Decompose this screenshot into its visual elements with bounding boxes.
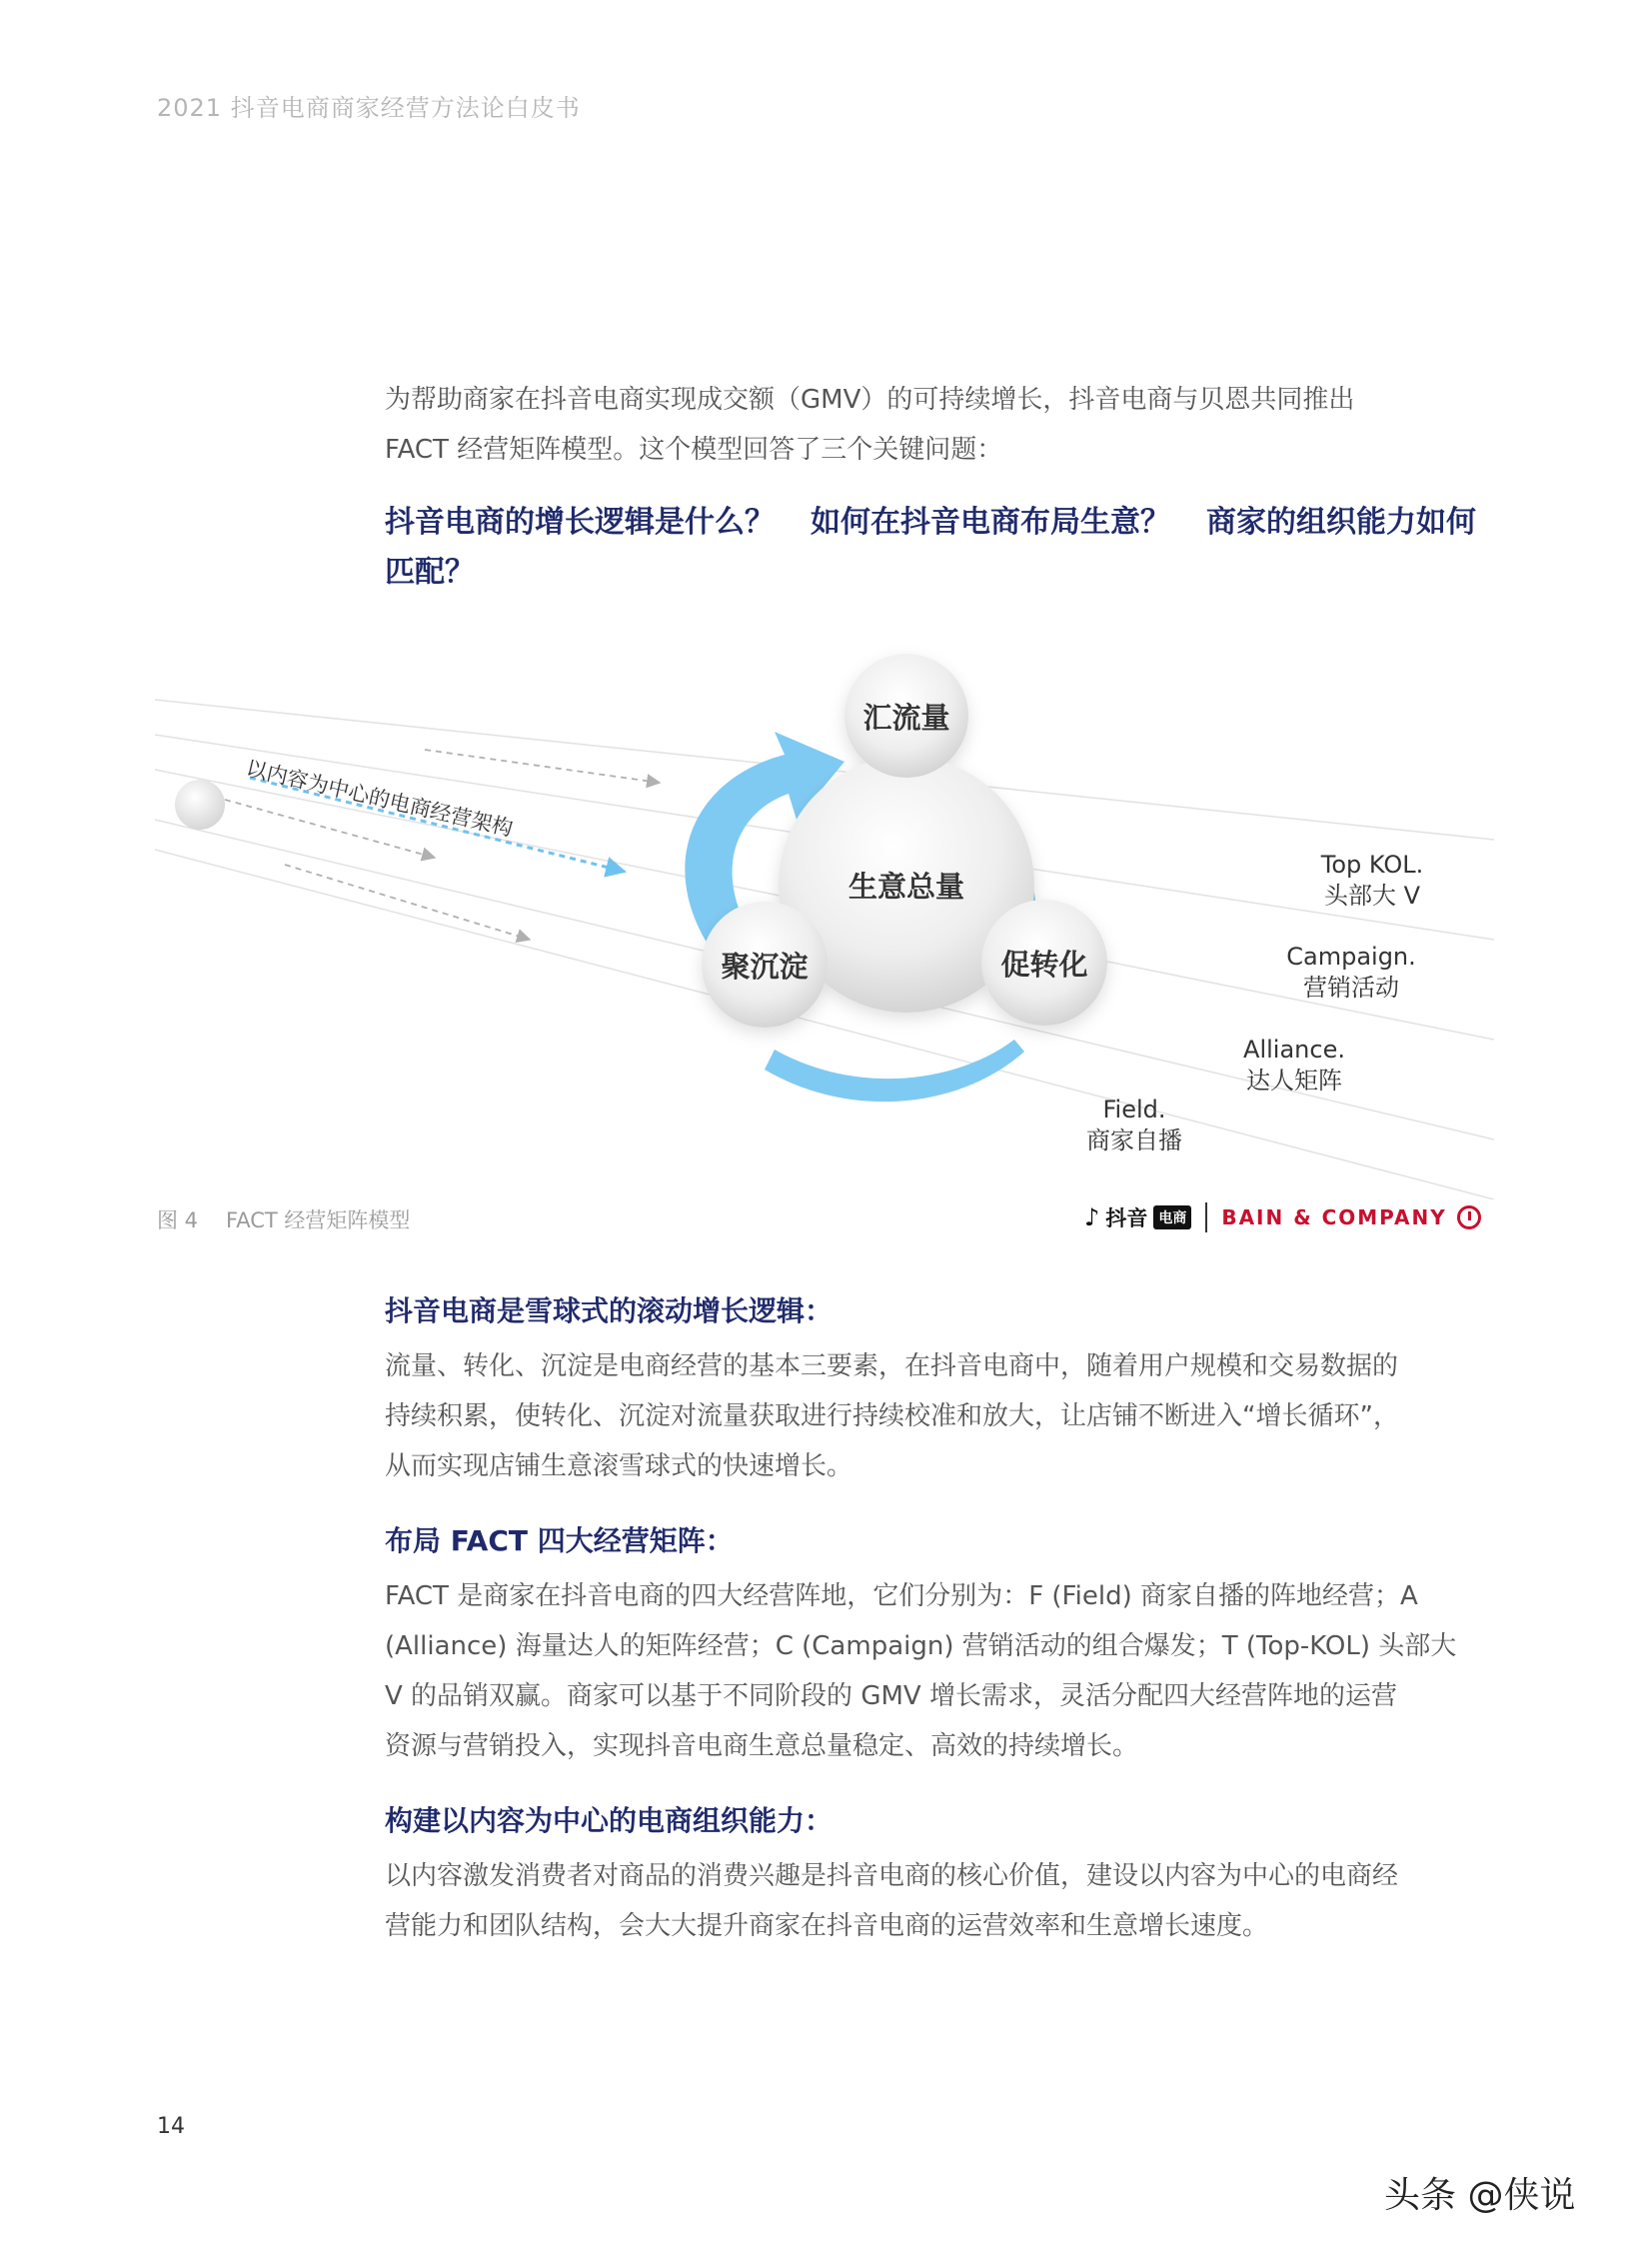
question-growth-logic: 抖音电商的增长逻辑是什么？: [385, 505, 775, 540]
section-line: 以内容激发消费者对商品的消费兴趣是抖音电商的核心价值，建设以内容为中心的电商经: [385, 1861, 1399, 1891]
watermark: 头条 @侠说: [1384, 2175, 1576, 2216]
section-line: 流量、转化、沉淀是电商经营的基本三要素，在抖音电商中，随着用户规模和交易数据的: [385, 1351, 1399, 1381]
bain-logo-text: BAIN & COMPANY: [1221, 1205, 1447, 1229]
field-field-zh: 商家自播: [1086, 1126, 1182, 1154]
douyin-note-icon: ♪: [1084, 1203, 1100, 1231]
section-line: 资源与营销投入，实现抖音电商生意总量稳定、高效的持续增长。: [385, 1731, 1139, 1761]
field-alliance-zh: 达人矩阵: [1246, 1067, 1342, 1095]
douyin-logo-text: 抖音: [1105, 1206, 1148, 1230]
partner-logos: [1084, 1197, 1481, 1237]
question-org-capability: 商家的组织能力如何匹配？: [385, 505, 1476, 590]
fact-matrix-diagram: [155, 640, 1494, 1199]
section-line: V 的品销双赢。商家可以基于不同阶段的 GMV 增长需求，灵活分配四大经营阵地的运营: [385, 1681, 1397, 1711]
right-label: 促转化: [1000, 948, 1088, 982]
section-line: (Alliance) 海量达人的矩阵经营；C (Campaign) 营销活动的组合爆发；T (Top-KOL) 头部大: [385, 1631, 1457, 1661]
figure-caption: [157, 1204, 438, 1234]
origin-sphere: [175, 780, 225, 830]
figure-number: 图 4: [157, 1208, 199, 1232]
field-campaign-zh: 营销活动: [1303, 974, 1399, 1002]
document-header-title: 2021 抖音电商商家经营方法论白皮书: [157, 94, 581, 122]
section-line: 从而实现店铺生意滚雪球式的快速增长。: [385, 1451, 853, 1481]
figure-title: FACT 经营矩阵模型: [226, 1208, 411, 1232]
intro-line: FACT 经营矩阵模型。这个模型回答了三个关键问题：: [385, 435, 1003, 465]
key-questions: [385, 498, 1494, 598]
field-alliance-en: Alliance.: [1243, 1036, 1345, 1064]
field-top-kol-zh: 头部大 V: [1323, 882, 1421, 910]
field-campaign-en: Campaign.: [1286, 943, 1416, 971]
section-title: 构建以内容为中心的电商组织能力：: [385, 1804, 833, 1837]
section-line: FACT 是商家在抖音电商的四大经营阵地，它们分别为：F (Field) 商家自播的阵地经营；A: [385, 1581, 1418, 1611]
section-title: 布局 FACT 四大经营矩阵：: [385, 1524, 734, 1557]
top-label: 汇流量: [862, 701, 950, 735]
question-business-layout: 如何在抖音电商布局生意？: [811, 505, 1170, 540]
section-line: 营能力和团队结构，会大大提升商家在抖音电商的运营效率和生意增长速度。: [385, 1911, 1269, 1941]
center-label: 生意总量: [847, 870, 965, 904]
section-line: 持续积累，使转化、沉淀对流量获取进行持续校准和放大，让店铺不断进入“增长循环”，: [385, 1401, 1399, 1431]
logo-divider: [1205, 1202, 1207, 1232]
field-field-en: Field.: [1102, 1096, 1166, 1123]
left-label: 聚沉淀: [721, 950, 809, 984]
douyin-logo-box: 电商: [1153, 1205, 1191, 1229]
section-snowball-growth: [385, 1289, 1494, 1491]
section-org-capability: [385, 1799, 1494, 1951]
intro-line: 为帮助商家在抖音电商实现成交额（GMV）的可持续增长，抖音电商与贝恩共同推出: [385, 385, 1355, 415]
content-architecture-label: 以内容为中心的电商经营架构: [243, 756, 516, 842]
bain-company-logo: [1221, 1205, 1480, 1229]
douyin-ecommerce-logo: [1084, 1202, 1191, 1232]
intro-paragraph: [385, 375, 1494, 475]
section-fact-matrix: [385, 1519, 1494, 1771]
section-title: 抖音电商是雪球式的滚动增长逻辑：: [385, 1294, 833, 1327]
bain-clock-icon: [1457, 1205, 1481, 1229]
field-top-kol-en: Top KOL.: [1320, 851, 1424, 879]
page-number: 14: [157, 2114, 185, 2139]
